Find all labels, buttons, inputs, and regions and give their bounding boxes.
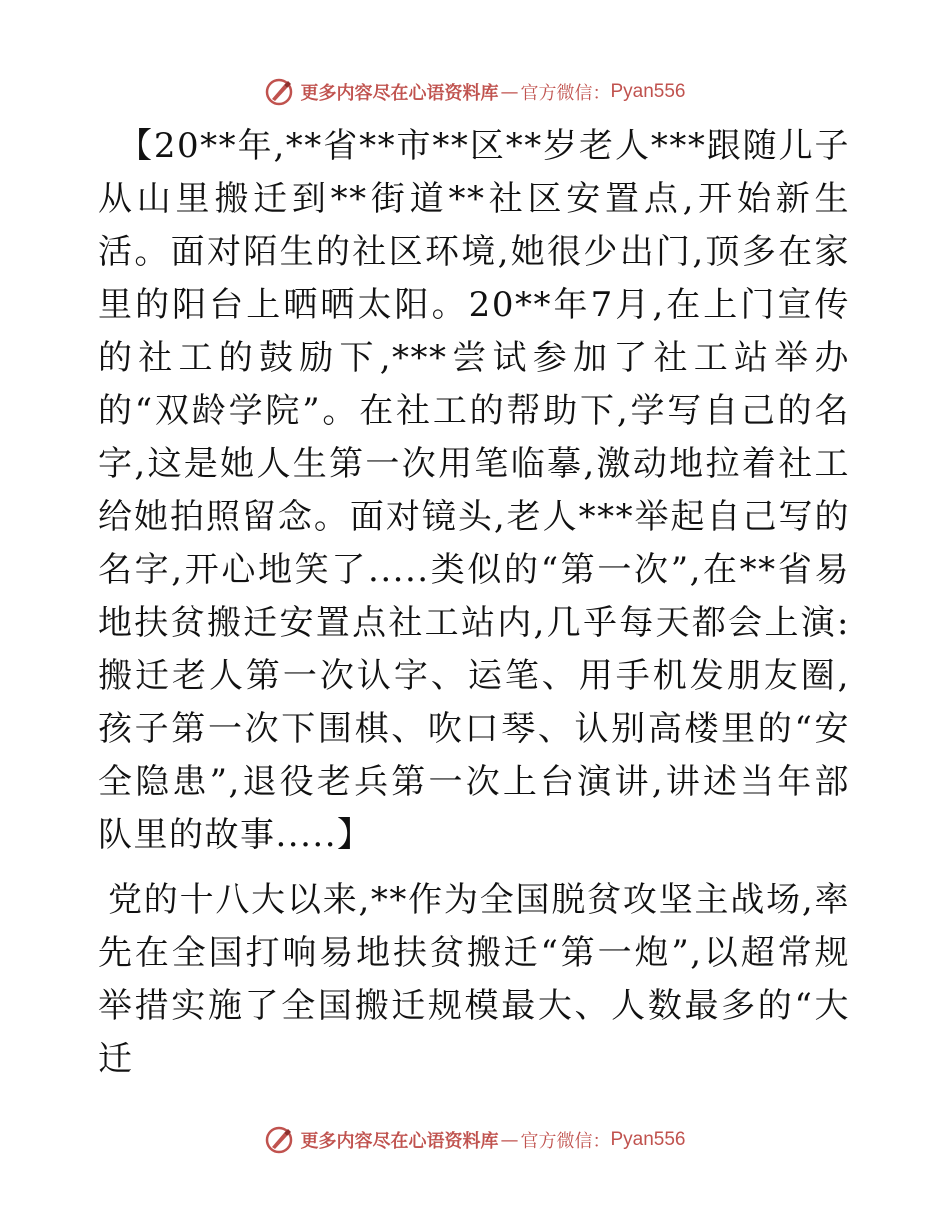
pen-logo-icon <box>264 1125 294 1155</box>
footer-watermark <box>0 1120 950 1160</box>
watermark-text: 更多内容尽在心语资料库 <box>300 1131 499 1152</box>
document-body <box>98 120 850 1086</box>
watermark-separator: — <box>500 1129 519 1151</box>
header-watermark <box>0 72 950 112</box>
pen-logo-icon <box>264 77 294 107</box>
watermark-wechat-label: 官方微信： <box>520 1131 611 1152</box>
watermark-wechat-id: Pyan556 <box>610 1129 686 1150</box>
watermark-wechat-label: 官方微信： <box>520 83 611 104</box>
watermark-wechat-id: Pyan556 <box>610 81 686 102</box>
watermark-text: 更多内容尽在心语资料库 <box>300 83 499 104</box>
watermark-separator: — <box>500 81 519 103</box>
paragraph-background: 党的十八大以来,**作为全国脱贫攻坚主战场,率先在全国打响易地扶贫搬迁“第一炮”,以超常规举措实施了全国搬迁规模最大、人数最多的“大迁 <box>98 880 850 1079</box>
paragraph-case-story: 【20**年,**省**市**区**岁老人***跟随儿子从山里搬迁到**街道**社区安置点,开始新生活。面对陌生的社区环境,她很少出门,顶多在家里的阳台上晒晒太阳。20**年7月,在上门宣传的社工的鼓励下,***尝试参加了社工站举办的“双龄学院”。在社工的帮助下,学写自己的名字,这是她人生第一次用笔临摹,激动地拉着社工给她拍照留念。面对镜头,老人***举起自己写的名字,开心地笑了.....类似的“第一次”,在**省易地扶贫搬迁安置点社工站内,几乎每天都会上演:搬迁老人第一次认字、运笔、用手机发朋友圈,孩子第一次下围棋、吹口琴、认别高楼里的“安全隐患”,退役老兵第一次上台演讲,讲述当年部队里的故事.....】 <box>98 126 850 855</box>
